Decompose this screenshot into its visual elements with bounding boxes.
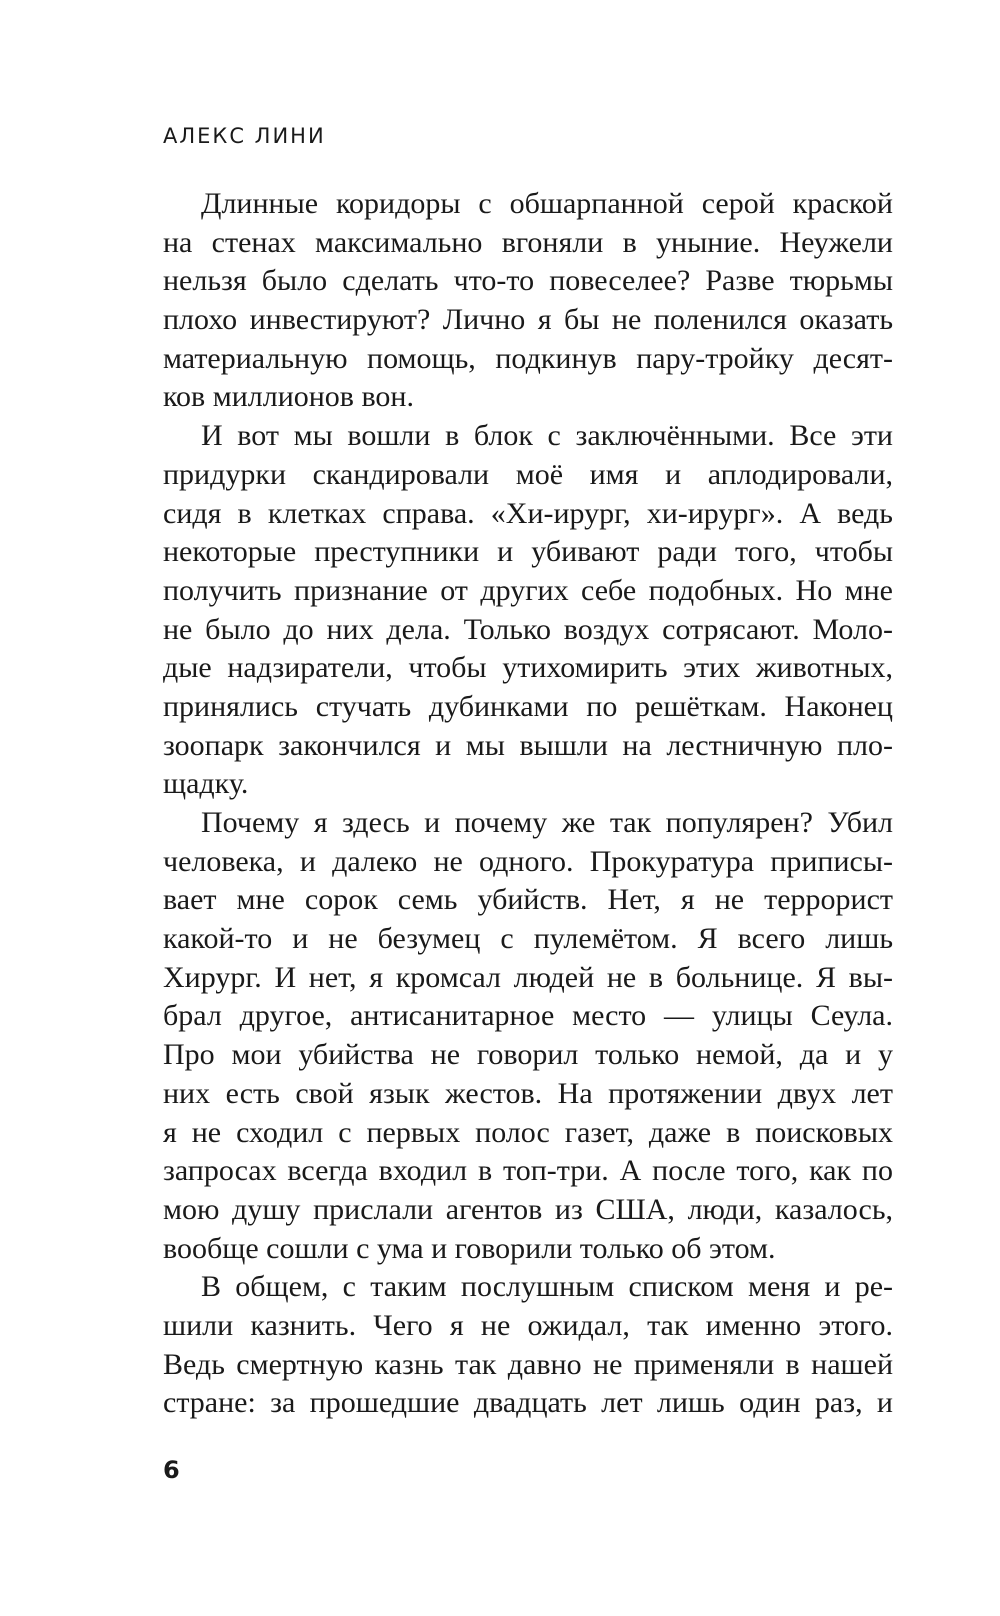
text-line: стране: за прошедшие двадцать лет лишь один раз, и — [163, 1386, 893, 1420]
text-line: какой-то и не безумец с пулемётом. Я всего лишь — [163, 922, 893, 956]
text-line: В общем, с таким послушным списком меня и ре- — [201, 1270, 893, 1304]
paragraph — [163, 417, 893, 804]
paragraph — [163, 1268, 893, 1423]
text-line: щадку. — [163, 767, 249, 801]
text-line: ков миллионов вон. — [163, 380, 414, 414]
text-line: Про мои убийства не говорил только немой, да и у — [163, 1038, 893, 1072]
text-line: Ведь смертную казнь так давно не применяли в нашей — [163, 1347, 893, 1381]
paragraph — [163, 804, 893, 1268]
text-line: получить признание от других себе подобных. Но мне — [163, 573, 893, 607]
text-line: Почему я здесь и почему же так популярен? Убил — [201, 806, 893, 839]
text-line: на стенах максимально вгоняли в уныние. Неужели — [163, 225, 893, 259]
paragraph — [163, 185, 893, 417]
text-line: придурки скандировали моё имя и аплодировали, — [163, 457, 893, 491]
text-line: брал другое, антисанитарное место — улицы Сеула. — [163, 999, 893, 1033]
text-line: запросах всегда входил в топ-три. А после того, как по — [163, 1154, 893, 1188]
text-line: Хирург. И нет, я кромсал людей не в больнице. Я вы- — [163, 960, 893, 994]
text-line: них есть свой язык жестов. На протяжении двух лет — [163, 1076, 893, 1110]
text-line: нельзя было сделать что-то повеселее? Разве тюрьмы — [163, 264, 893, 298]
text-line: вообще сошли с ума и говорили только об этом. — [163, 1231, 776, 1265]
text-line: некоторые преступники и убивают ради того, чтобы — [163, 535, 893, 569]
text-line: человека, и далеко не одного. Прокуратура приписы- — [163, 844, 893, 878]
text-line: зоопарк закончился и мы вышли на лестничную пло- — [163, 728, 893, 762]
text-line: И вот мы вошли в блок с заключёнными. Все эти — [201, 419, 893, 453]
page-number: 6 — [163, 1456, 180, 1484]
running-header-author: АЛЕКС ЛИНИ — [163, 124, 326, 148]
text-line: Длинные коридоры с обшарпанной серой краской — [201, 187, 893, 220]
text-line: принялись стучать дубинками по решёткам. Наконец — [163, 689, 893, 723]
text-line: не было до них дела. Только воздух сотрясают. Моло- — [163, 612, 893, 646]
text-line: сидя в клетках справа. «Хи-ирург, хи-ирург». А ведь — [163, 496, 893, 530]
text-line: плохо инвестируют? Лично я бы не поленился оказать — [163, 303, 893, 337]
text-line: дые надзиратели, чтобы утихомирить этих животных, — [163, 651, 893, 685]
body-text — [163, 185, 893, 1423]
text-line: мою душу прислали агентов из США, люди, казалось, — [163, 1192, 893, 1226]
text-line: шили казнить. Чего я не ожидал, так именно этого. — [163, 1308, 893, 1342]
text-line: материальную помощь, подкинув пару-тройку десят- — [163, 341, 893, 375]
text-line: я не сходил с первых полос газет, даже в поисковых — [163, 1115, 893, 1149]
text-line: вает мне сорок семь убийств. Нет, я не террорист — [163, 883, 893, 917]
